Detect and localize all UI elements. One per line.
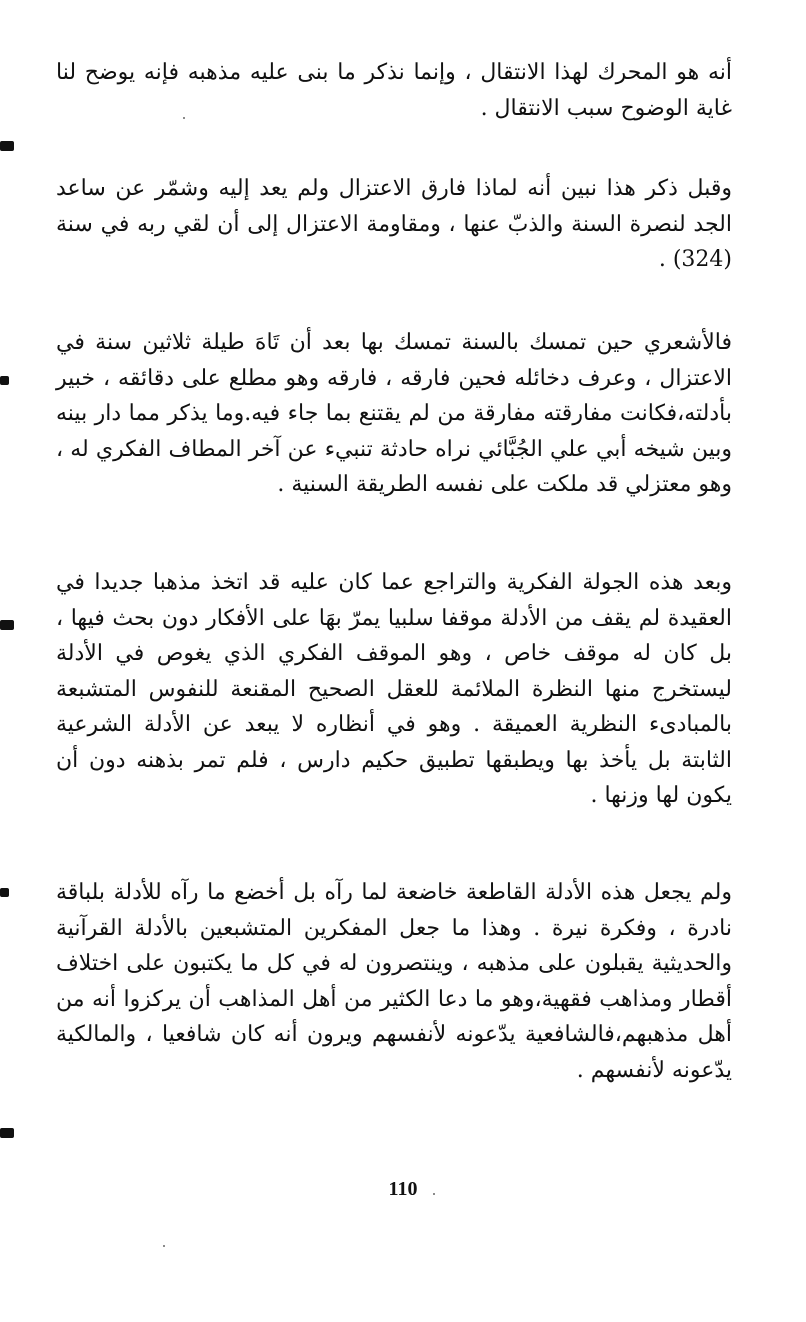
scan-edge-mark	[0, 141, 14, 151]
paragraph-3: فالأشعري حين تمسك بالسنة تمسك بها بعد أن تَاهَ طيلة ثلاثين سنة في الاعتزال ، وعرف دخائله فحين فارقه ، فارقه وهو مطلع على دقائقه ، خبير بأدلته،فكانت مفارقته مفارقة من لم يقتنع بما جاء فيه.وما يذكر مما دار بينه وبين شيخه أبي علي الجُبَّائي نراه حادثة تنبيء عن آخر المطاف الفكري له ، وهو معتزلي قد ملكت على نفسه الطريقة السنية .	[56, 330, 732, 497]
scan-speck	[163, 1245, 165, 1247]
paragraph-1: أنه هو المحرك لهذا الانتقال ، وإنما نذكر ما بنى عليه مذهبه فإنه يوضح لنا غاية الوضوح سبب الانتقال .	[56, 60, 732, 121]
page-number: 110	[388, 1178, 418, 1200]
scan-speck	[183, 117, 185, 119]
scan-edge-mark	[0, 1128, 14, 1138]
paragraph-2: وقبل ذكر هذا نبين أنه لماذا فارق الاعتزال ولم يعد إليه وشمّر عن ساعد الجد لنصرة السنة والذبّ عنها ، ومقاومة الاعتزال إلى أن لقي ربه في سنة (324) .	[56, 176, 732, 272]
scan-speck	[433, 1193, 435, 1195]
paragraph-4: وبعد هذه الجولة الفكرية والتراجع عما كان عليه قد اتخذ مذهبا جديدا في العقيدة لم يقف من الأدلة موقفا سلبيا يمرّ بهَا على الأفكار دون بحث فيها ، بل كان له موقف خاص ، وهو الموقف الفكري الذي يغوص في الأدلة ليستخرج منها النظرة الملائمة للعقل الصحيح المقنعة للنفوس المتشبعة بالمبادىء النظرية العميقة . وهو في أنظاره لا يبعد عن الأدلة الشرعية الثابتة بل يأخذ بها ويطبقها تطبيق حكيم دارس ، فلم تمر بذهنه دون أن يكون لها وزنها .	[56, 570, 732, 808]
scan-edge-mark	[0, 620, 14, 630]
scan-edge-mark	[0, 376, 9, 385]
paragraph-5: ولم يجعل هذه الأدلة القاطعة خاضعة لما رآه بل أخضع ما رآه للأدلة بلباقة نادرة ، وفكرة نيرة . وهذا ما جعل المفكرين المتشبعين بالأدلة القرآنية والحديثية يقبلون على مذهبه ، وينتصرون له في كل ما يكتبون على اختلاف أقطار ومذاهب فقهية،وهو ما دعا الكثير من أهل المذاهب أن يركزوا أنه من أهل مذهبهم،فالشافعية يدّعونه لأنفسهم ويرون أنه كان شافعيا ، والمالكية يدّعونه لأنفسهم .	[56, 880, 732, 1083]
scan-edge-mark	[0, 888, 9, 897]
